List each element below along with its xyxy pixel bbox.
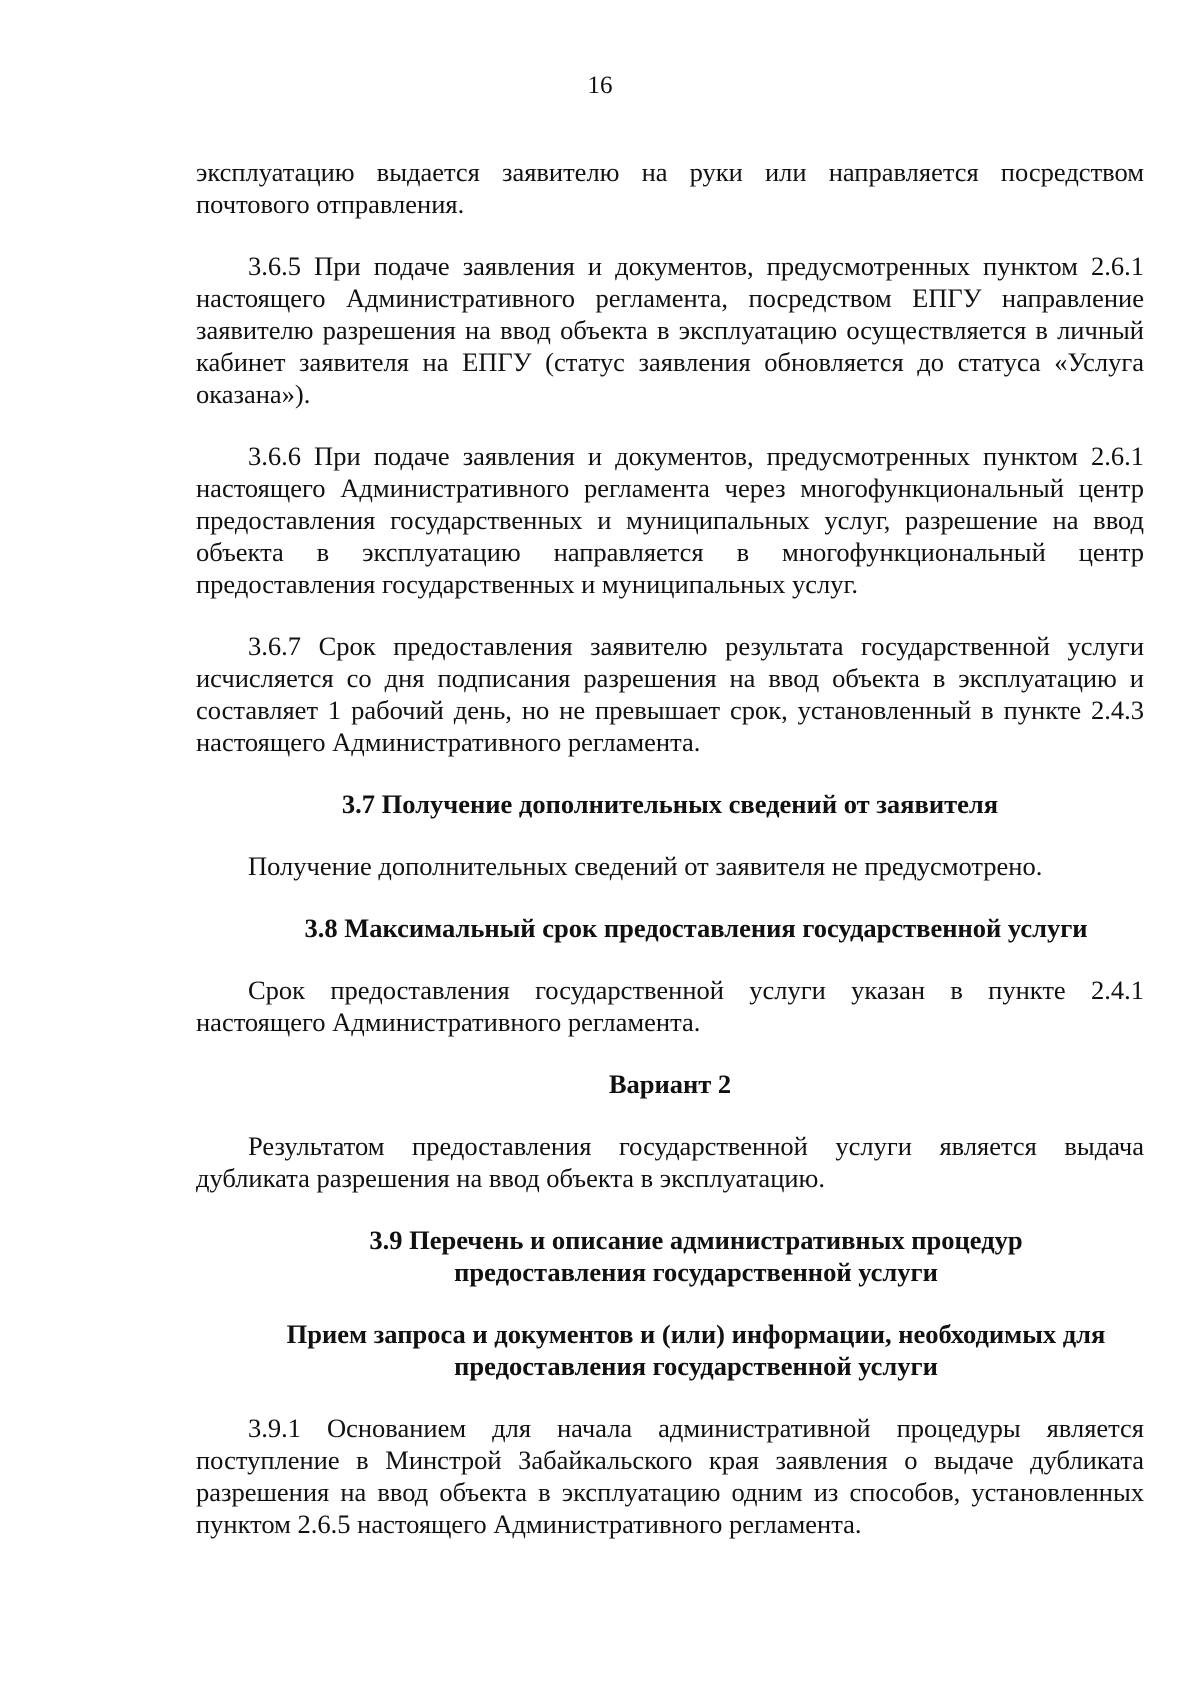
paragraph-3-6-7: 3.6.7 Срок предоставления заявителю результата государственной услуги исчисляется со дня подписания разрешения на ввод объекта в эксплуатацию и составляет 1 рабочий день, но не превышает срок, установленный в пункте 2.4.3 настоящего Административного регламента. [196,631,1144,757]
paragraph-3-9-1: 3.9.1 Основанием для начала административной процедуры является поступление в Минстрой Забайкальского края заявления о выдаче дубликата разрешения на ввод объекта в эксплуатацию одним из способов, установленных пунктом 2.6.5 настоящего Административного регламента. [196,1413,1144,1539]
paragraph-continuation: эксплуатацию выдается заявителю на руки или направляется посредством почтового отправления. [196,157,1144,219]
document-body [196,156,1144,1540]
paragraph-3-6-5: 3.6.5 При подаче заявления и документов, предусмотренных пунктом 2.6.1 настоящего Административного регламента, посредством ЕПГУ направление заявителю разрешения на ввод объекта в эксплуатацию осуществляется в личный кабинет заявителя на ЕПГУ (статус заявления обновляется до статуса «Услуга оказана»). [196,251,1144,409]
paragraph-3-8-body: Срок предоставления государственной услуги указан в пункте 2.4.1 настоящего Административного регламента. [196,975,1144,1037]
paragraph-variant-2-body: Результатом предоставления государственной услуги является выдача дубликата разрешения на ввод объекта в эксплуатацию. [196,1131,1144,1193]
heading-variant-2: Вариант 2 [608,1069,732,1099]
paragraph-3-7-body: Получение дополнительных сведений от заявителя не предусмотрено. [248,851,1043,881]
heading-3-7: 3.7 Получение дополнительных сведений от заявителя [341,789,999,819]
heading-3-9 [196,1224,1144,1288]
heading-reception [196,1318,1144,1382]
heading-3-8: 3.8 Максимальный срок предоставления государственной услуги [304,913,1088,943]
heading-reception-line-2: предоставления государственной услуги [454,1351,938,1381]
heading-reception-line-1: Прием запроса и документов и (или) информации, необходимых для [286,1319,1106,1349]
paragraph-3-6-6: 3.6.6 При подаче заявления и документов, предусмотренных пунктом 2.6.1 настоящего Административного регламента через многофункциональный центр предоставления государственных и муниципальных услуг, разрешение на ввод объекта в эксплуатацию направляется в многофункциональный центр предоставления государственных и муниципальных услуг. [196,441,1144,599]
heading-3-9-line-2: предоставления государственной услуги [454,1257,938,1287]
page-number: 16 [587,72,613,99]
heading-3-9-line-1: 3.9 Перечень и описание административных процедур [369,1225,1023,1255]
